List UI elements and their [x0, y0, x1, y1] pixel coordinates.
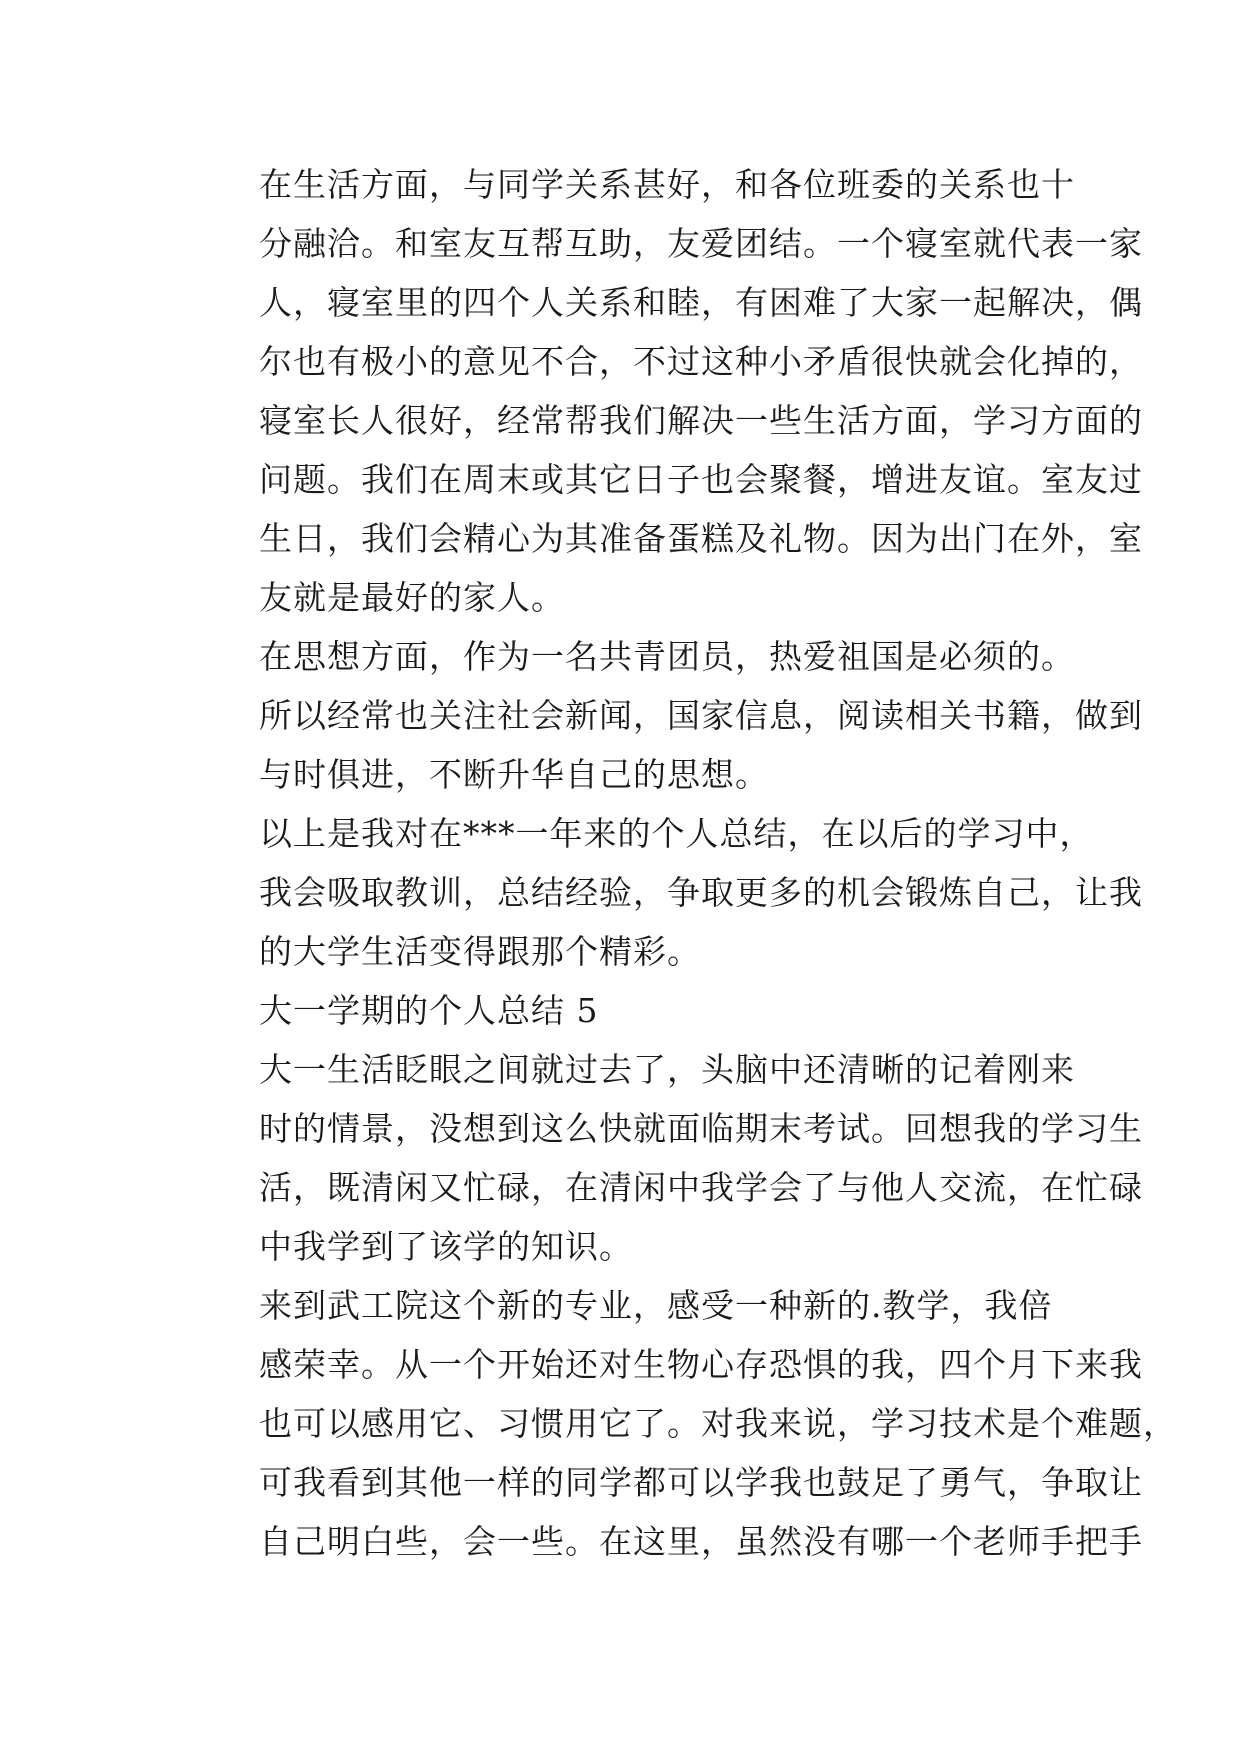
text-line: 时的情景，没想到这么快就面临期末考试。回想我的学习生 [259, 1109, 1143, 1148]
section-title: 大一学期的个人总结 5 [259, 991, 599, 1030]
text-line: 所以经常也关注社会新闻，国家信息，阅读相关书籍，做到 [259, 696, 1143, 735]
text-line: 自己明白些，会一些。在这里，虽然没有哪一个老师手把手 [259, 1522, 1143, 1561]
paragraph-major [193, 1276, 1177, 1571]
text-line: 友就是最好的家人。 [259, 578, 565, 617]
text-line: 在思想方面，作为一名共青团员，热爱祖国是必须的。 [259, 637, 1075, 676]
text-line: 问题。我们在周末或其它日子也会聚餐，增进友谊。室友过 [259, 460, 1143, 499]
paragraph-thought [193, 627, 1143, 804]
text-line: 以上是我对在***一年来的个人总结，在以后的学习中， [259, 814, 1094, 853]
text-line: 人，寝室里的四个人关系和睦，有困难了大家一起解决，偶 [259, 283, 1143, 322]
text-line: 来到武工院这个新的专业，感受一种新的.教学，我倍 [259, 1286, 1053, 1325]
text-line: 生日，我们会精心为其准备蛋糕及礼物。因为出门在外，室 [259, 519, 1143, 558]
text-line: 大一生活眨眼之间就过去了，头脑中还清晰的记着刚来 [259, 1050, 1075, 1089]
text-line: 感荣幸。从一个开始还对生物心存恐惧的我，四个月下来我 [259, 1345, 1143, 1384]
text-line: 的大学生活变得跟那个精彩。 [259, 932, 701, 971]
text-line: 中我学到了该学的知识。 [259, 1227, 633, 1266]
text-line: 也可以感用它、习惯用它了。对我来说，学习技术是个难题， [259, 1404, 1177, 1443]
section-heading [193, 981, 1055, 1040]
text-line: 与时俱进，不断升华自己的思想。 [259, 755, 769, 794]
text-line: 活，既清闲又忙碌，在清闲中我学会了与他人交流，在忙碌 [259, 1168, 1143, 1207]
document-body [193, 155, 1177, 1571]
paragraph-freshman-life [193, 1040, 1143, 1276]
text-line: 我会吸取教训，总结经验，争取更多的机会锻炼自己，让我 [259, 873, 1143, 912]
text-line: 在生活方面，与同学关系甚好，和各位班委的关系也十 [259, 165, 1075, 204]
text-line: 分融洽。和室友互帮互助，友爱团结。一个寝室就代表一家 [259, 224, 1143, 263]
text-line: 可我看到其他一样的同学都可以学我也鼓足了勇气，争取让 [259, 1463, 1143, 1502]
text-line: 尔也有极小的意见不合，不过这种小矛盾很快就会化掉的， [259, 342, 1143, 381]
paragraph-life [193, 155, 1143, 627]
paragraph-conclusion [193, 804, 1143, 981]
text-line: 寝室长人很好，经常帮我们解决一些生活方面，学习方面的 [259, 401, 1143, 440]
